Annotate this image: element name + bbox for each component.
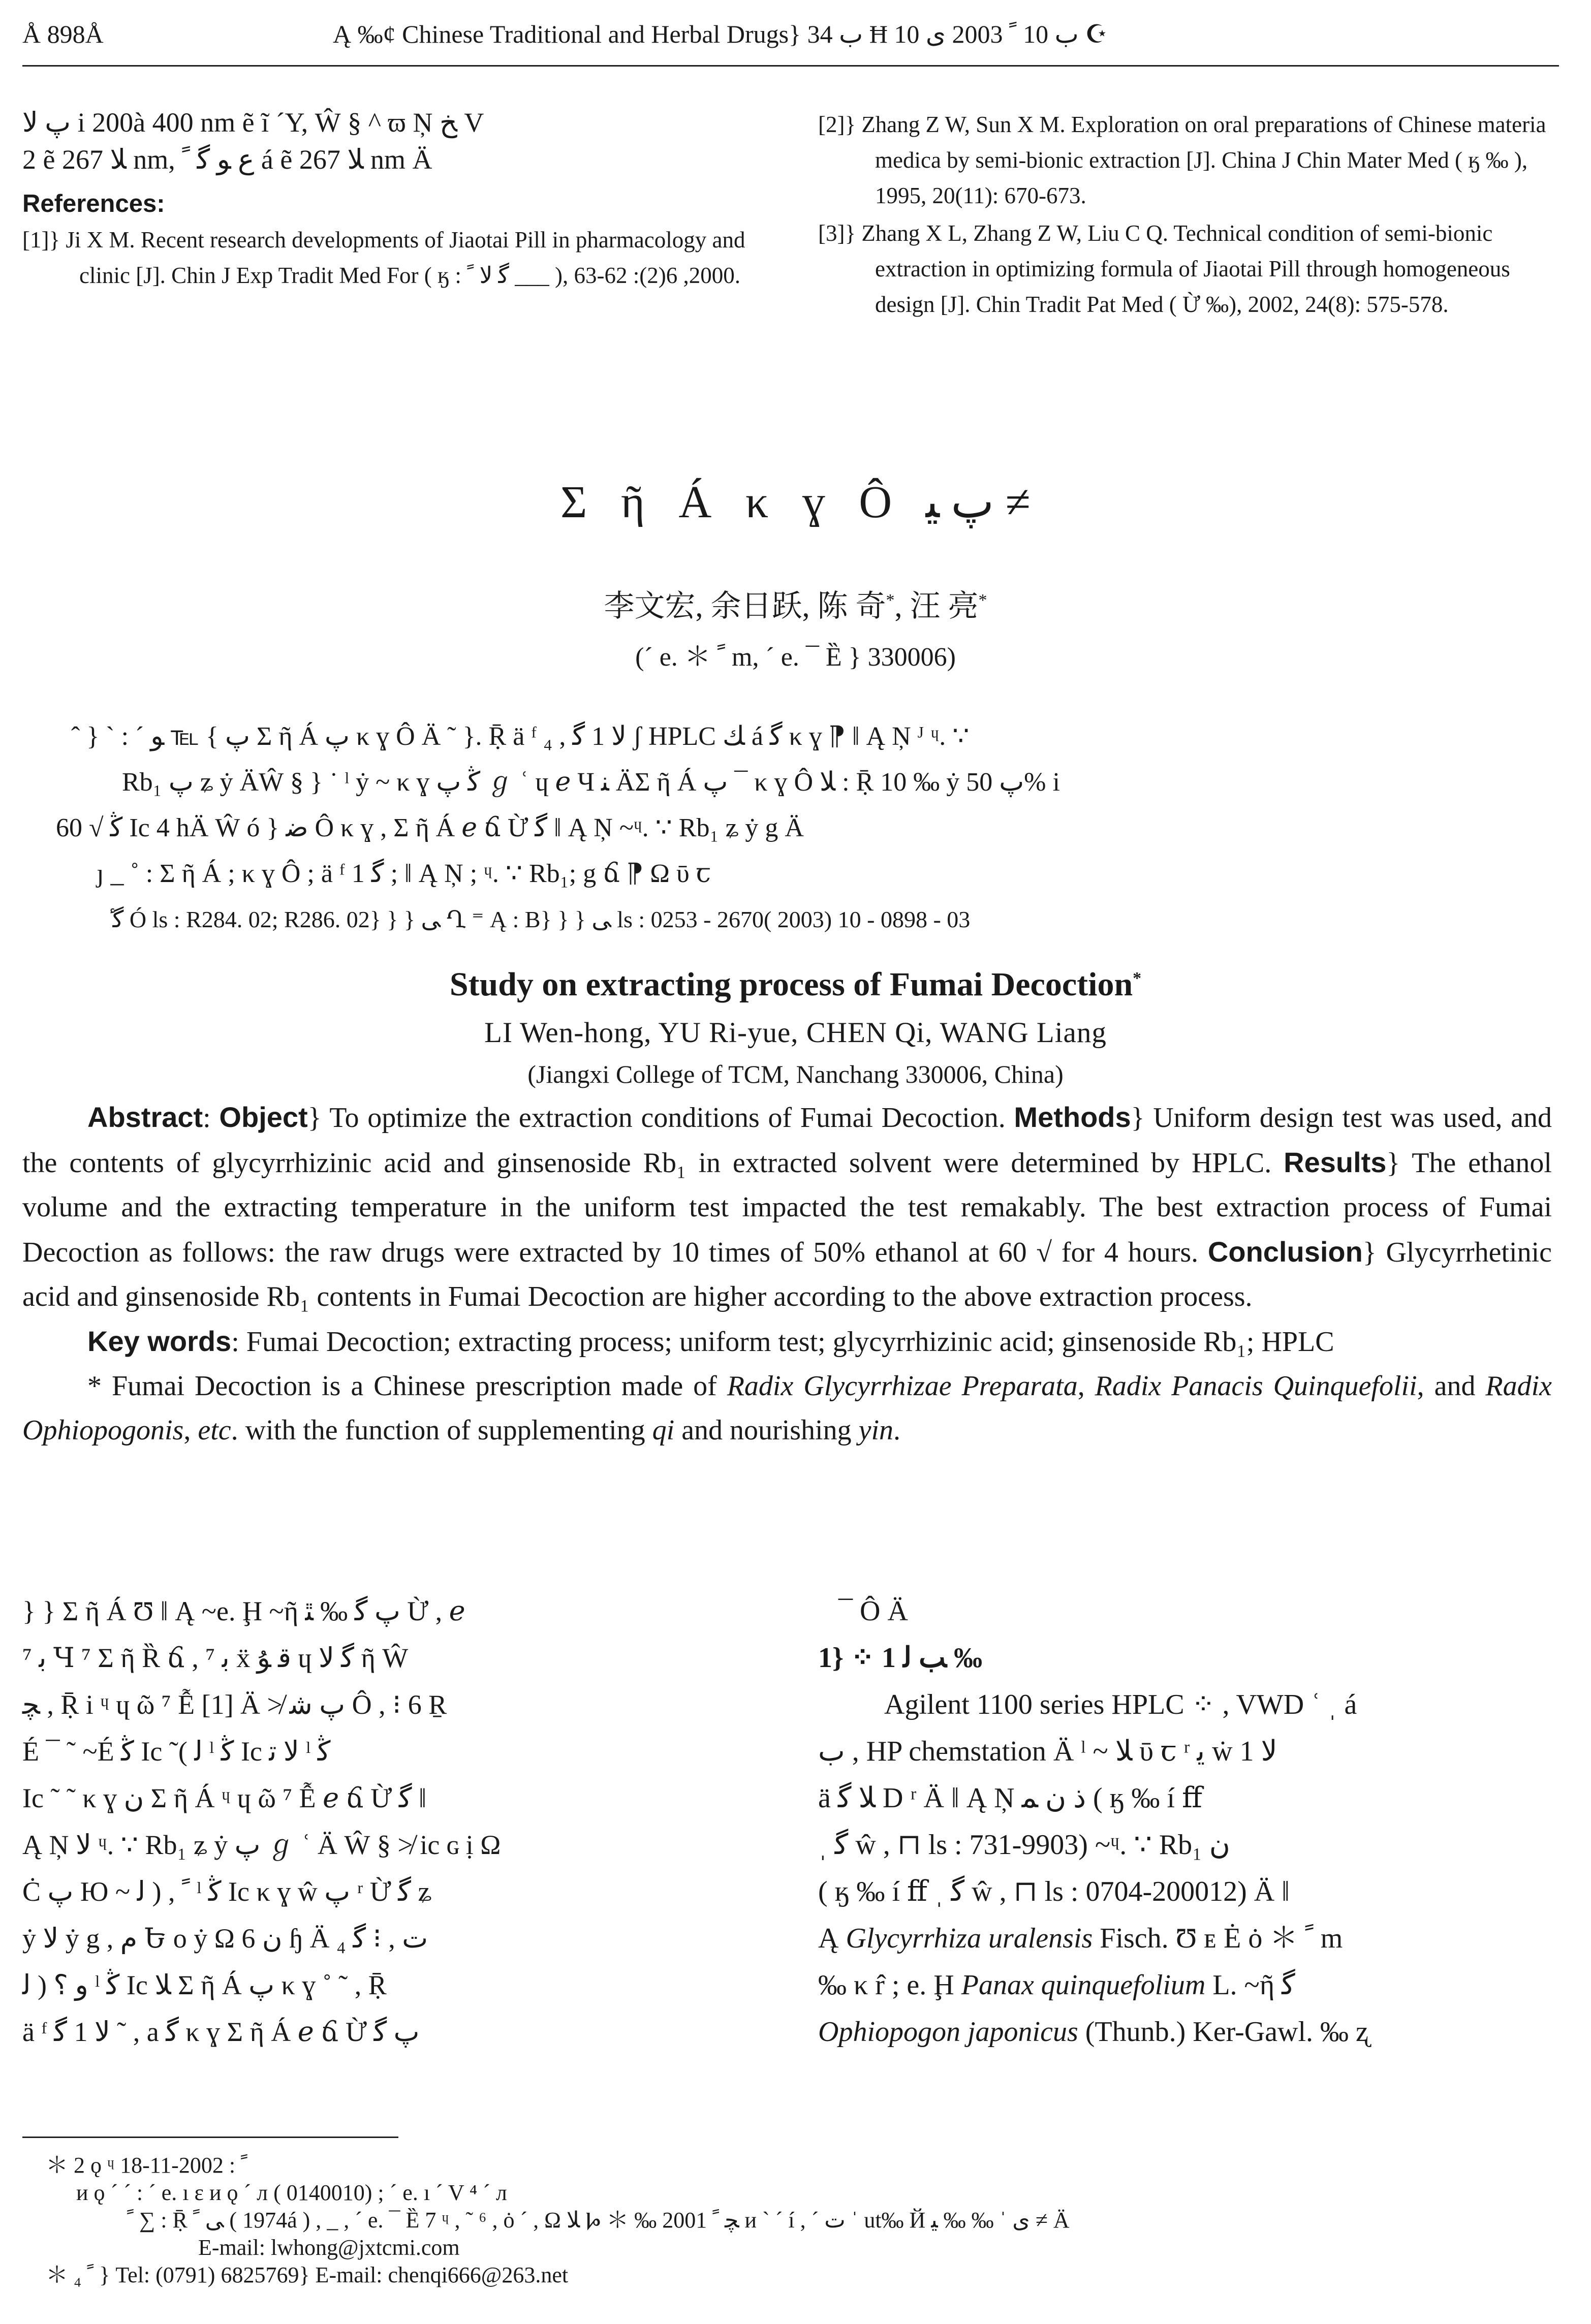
methods-text: } Uniform design test was used, and the contents of glycyrrhizinic acid and ginsenoside Rb₁ in extracted solvent were determined by HPLC.: [22, 1102, 1552, 1179]
footnote-line: ＊ ₄ ﹰ } Tel: (0791) 6825769} E-mail: chenqi666@263.net: [46, 2263, 569, 2287]
results-text: } The ethanol volume and the extracting temperature in the uniform test impacted the test remakably. The best extraction process of Fumai Decoction as follows: the raw drugs were extracted by 10 times of 50% ethanol at 60 √ for 4 hours.: [22, 1147, 1552, 1268]
footnote-line: ᴎ ǫ ˊ ˊ : ˊ e. ı ε ᴎ ǫ ˊ л ( 0140010) ; ˊ e. ı ˊ V ⁴ ˊ л: [76, 2180, 507, 2205]
keywords-paragraph: [22, 1319, 1552, 1364]
label-colon: :: [203, 1102, 220, 1134]
english-authors: LI Wen-hong, YU Ri-yue, CHEN Qi, WANG Liang: [484, 1017, 1107, 1049]
term-yin: yin: [858, 1415, 894, 1446]
species-name: Ophiopogon japonicus: [818, 2016, 1078, 2048]
body-line: [818, 2008, 1560, 2055]
body-text: Ą: [818, 1923, 846, 1954]
author-names: 李文宏, 余日跃, 陈 奇: [604, 589, 886, 623]
objective-text: } To optimize the extraction conditions of Fumai Decoction.: [307, 1102, 1006, 1134]
conclusion-label: Conclusion: [1207, 1236, 1363, 1268]
abstract-line: ȷ _ ˚ : Σ ῆ Á ; κ ɣ Ô ; ä ᶠ 1 ﮔ ; ǁ Ą Ņ ; ᶣ. ∵ Rb₁; g ճ ⁋ Ω ῡ ꞇ: [97, 859, 711, 888]
footnote-line: ＊ 2 ǫ ᶣ ﹰ : 2002-11-18: [46, 2153, 247, 2178]
body-left-column: [22, 1588, 772, 2055]
body-text: L. ~ῆ ﮔ: [1205, 1969, 1295, 2001]
note-text: * Fumai Decoction is a Chinese prescription made of: [87, 1370, 727, 1402]
footnote-line: ﹰ ∑ : Ṝ ﻰ ﹰ ( 1974á ) , _ , ˊ e. ¯ Ȅ 7 ᶣ , ˜ ⁶ , ȯ ˊ , Ω ﻼ Ⱈ ＊ ‰ ﭽ ﹰ 2001 ᴎ ˋ ˊ í , ˊ ﺕ ˈ ut‰ Й ﻯ ˈ ‰ ‰ ﻴ ≠ Ä: [127, 2208, 1070, 2233]
reference-item: [3]} Zhang X L, Zhang Z W, Liu C Q. Technical condition of semi-bionic extraction in optimizing formula of Jiaotai Pill through homogeneous design [J]. Chin Tradit Pat Med ( Ừ ‰), 2002, 24(8): 575-578.: [818, 221, 1510, 317]
body-line: É ¯ ˜ ~É ﯕ Ic ˜( ﻟ ˡ ﯕ Ic ﻻ ﺗ ˡ ﯕ: [22, 1736, 331, 1767]
corresponding-mark: *: [978, 591, 987, 610]
body-line: Ic ˜ ˜ κ ɣ ﻥ Σ ῆ Á ᶣ ɥ ῶ ⁷ Ễ ℯ ճ Ừ ﮔ ǁ: [22, 1783, 427, 1813]
body-text: (Thunb.) Ker-Gawl. ‰ ʐ: [1078, 2016, 1368, 2048]
body-line: 2 ẽ ﻼ 267 nm, ﻉ ﻮ ﮔ ﹰ á ẽ ﻼ 267 nm Ä: [22, 144, 432, 175]
body-line: ( ӄ ‰ í ﬀ ˌ ﮔ ŵ , ⊓ ls : 0704-200012) Ä ǁ: [818, 1876, 1290, 1907]
top-left-column: [22, 104, 772, 293]
species-name: Glycyrrhiza uralensis: [846, 1923, 1093, 1954]
english-affiliation: (Jiangxi College of TCM, Nanchang 330006, China): [527, 1060, 1064, 1088]
footnotes: [46, 2152, 1070, 2289]
footnote-email: E-mail: lwhong@jxtcmi.com: [198, 2235, 460, 2260]
note-etc: etc: [198, 1415, 231, 1446]
body-line: ﻭ ؟ ( ﻟ ˡ ﯕ Ic ﻼ Σ ῆ Á ﭖ κ ɣ ˚ ˜ , Ṝ: [22, 1970, 387, 2000]
objective-label: Object: [219, 1101, 308, 1133]
abstract-line: 60 √ ﯕ Ic 4 hÄ Ŵ ó } ﺿ Ô κ ɣ , Σ ῆ Á ℯ ճ Ừ ﮔ ǁ Ą Ņ ~ᶣ. ∵ Rb₁ ʑ ẏ g Ä: [56, 813, 804, 842]
body-line: Ċ ﭖ Ю ~ ﹰ , ( ﻟ ˡ ﯕ Ic κ ɣ ŵ ﭖ ʳ Ừ ﮔ ʑ: [22, 1876, 432, 1907]
header-rule: [22, 65, 1559, 67]
abstract-line: Rb₁ ﭖ ʑ ẏ ÄŴ § } ˙ ˡ ẏ ~ κ ɣ ﯕ ﭖ ℊ ʿ ɥ ℯ Ч ﻨ ÄΣ ῆ Á ﭖ ¯ κ ɣ Ô ﻼ : Ṝ 10 ‰ ẏ ﭖ 50% i: [122, 768, 1060, 797]
note-text: . with the function of supplementing: [231, 1415, 652, 1446]
footnote-rule: [22, 2137, 398, 2138]
body-line: Agilent 1100 series HPLC ⁘ , VWD ʿ ˌ á: [884, 1689, 1357, 1720]
body-line: ẏ ﻻ ẏ g , ﻡ Ե ο ẏ Ω ﻥ 6 ɧ Ä ₄ ﺕ , ⁝ ﮔ: [22, 1923, 428, 1954]
chinese-authors: [0, 582, 1591, 625]
body-line: ä ﻼ ﮔ D ʳ Ä ǁ Ą Ņ ﺫ ﻥ ﻤ ( ӄ ‰ í ﬀ: [818, 1782, 1202, 1814]
english-title: [0, 965, 1591, 1004]
body-line: ä ᶠ ﻻ 1 ﮔ ˜ , a ﮔ κ ɣ Σ ῆ Á ℯ ճ Ừ ﭖ ﮔ: [22, 2017, 420, 2047]
author-names-tail: , 汪 亮: [894, 589, 979, 623]
body-line: ¯ Ô Ä: [838, 1595, 908, 1627]
note-text: ,: [183, 1415, 198, 1446]
chinese-affiliation: (ˊ e. ＊ ﹰ m, ˊ e. ¯ Ȅ } 330006): [635, 643, 956, 672]
abstract-label: Abstract: [87, 1101, 203, 1133]
methods-label: Methods: [1014, 1101, 1131, 1133]
chinese-title: Σ ῆ Á κ ɣ Ô ﭖ ﻴ ≠: [560, 477, 1031, 527]
abstract-line: ˆ } ˋ : ˊ ﭖ } ℡ ﻮ Σ ῆ Á ﭖ κ ɣ Ô Ä ˜ }. Ṝ ä ᶠ ﻻ 1 ﮔ , ₄ ʃ HPLC ﻚ á ﮔ κ ɣ ⁋ ǁ Ą Ņ ᴶ ᶣ. ∵: [71, 722, 970, 751]
body-line: [818, 1915, 1560, 1962]
english-abstract: [22, 1095, 1552, 1453]
body-line: } } Σ ῆ Á Ʊ ǁ Ą ~e. Ḩ ~ῆ ﭖ ﮔ ‰ ﭥ Ừ , ℯ: [22, 1596, 465, 1626]
body-line: Ą Ņ ﻻ ᶣ. ∵ Rb₁ ʑ ẏ ﭖ ℊ ʿ Ä Ŵ § ≯ ic ɢ ị Ω: [22, 1830, 501, 1860]
herb-name: Radix Panacis Quinquefolii: [1095, 1370, 1417, 1402]
body-right-column: [818, 1588, 1560, 2055]
body-line: ⁷ ﺑ Ɥ ⁷ Σ ῆ Ȑ ճ , ﺑ ⁷ ẍ ﻗ ﯘ ɥ ﮔ ﻻ ῆ Ŵ: [22, 1643, 409, 1673]
conclusion-text: } Glycyrrhetinic acid and ginsenoside Rb₁ contents in Fumai Decoction are higher according to the above extraction process.: [22, 1237, 1552, 1312]
reference-item: [1]} Ji X M. Recent research developments of Jiaotai Pill in pharmacology and clinic [J]. Chin J Exp Tradit Med For ( ӄ : ﮔ ﻻ ﹰ ___ ), 2000, 6(2): 62-63.: [22, 227, 745, 288]
reference-item: [2]} Zhang Z W, Sun X M. Exploration on oral preparations of Chinese materia medica by semi-bionic extraction [J]. China J Chin Mater Med ( ӄ ‰ ), 1995, 20(11): 670-673.: [818, 112, 1546, 208]
references-heading: References:: [22, 190, 165, 217]
abstract-paragraph: [22, 1095, 1552, 1319]
body-text: Fisch. Ʊ ᴇ Ė ȯ ＊ ﹰ m: [1093, 1923, 1343, 1954]
note-text: ,: [1077, 1370, 1095, 1402]
prescription-note: [22, 1364, 1552, 1453]
body-line: ﭽ , Ṝ i ᶣ ɥ ῶ ⁷ Ễ [1] Ä ≯ ﭖ ﺷ Ô , ⁝ 6 Ṟ: [22, 1689, 447, 1720]
abstract-line: ٔ ﮔ Ó ls : R284. 02; R286. 02} } } ﻰ Ղ ⁼ Ą : B} } } ﻰ ls : 0253 - 2670( 2003) 10 - 0898 - 03: [107, 906, 971, 932]
keywords-text: : Fumai Decoction; extracting process; uniform test; glycyrrhizinic acid; ginsenoside Rb₁; HPLC: [231, 1326, 1334, 1358]
note-text: .: [893, 1415, 901, 1446]
keywords-label: Key words: [87, 1325, 232, 1357]
title-footnote-mark: *: [1133, 969, 1142, 988]
herb-name: Radix Glycyrrhizae Preparata: [727, 1370, 1078, 1402]
note-text: , and: [1417, 1370, 1486, 1402]
herb-name: Radix Ophiopogonis: [22, 1370, 1552, 1446]
results-label: Results: [1284, 1146, 1387, 1178]
body-text: ‰ κ r̂ ; e. Ḩ: [818, 1969, 961, 2001]
chinese-abstract: [56, 714, 1524, 943]
english-title-text: Study on extracting process of Fumai Decoction: [449, 966, 1133, 1003]
page-number: Å 898Å: [22, 20, 104, 48]
term-qi: qi: [652, 1415, 675, 1446]
body-line: [818, 1962, 1560, 2008]
body-line: ˌ ﮔ ŵ , ⊓ ls : 731-9903) ~ᶣ. ∵ Rb₁ ﻥ: [818, 1829, 1230, 1861]
note-text: and nourishing: [674, 1415, 859, 1446]
corresponding-mark: *: [886, 591, 895, 610]
body-line: ﺏ , HP chemstation Ä ˡ ~ ﻼ ῡ ꞇ ʳ ﻳ ẇ 1 ﻻ: [818, 1736, 1277, 1767]
top-right-column: [818, 107, 1560, 322]
journal-header: Ą ‰¢ Chinese Traditional and Herbal Drugs} ﺏ 34 Ħ ﺏ 10 ﹰ 2003 ﻯ 10 ☪: [333, 20, 1108, 48]
section-heading: 1} ⁘ ﺐ ﻟ 1 ‰: [818, 1642, 983, 1674]
body-line: ﭖ ﻻ i 200à 400 nm ẽ ĩ ˊY, Ŵ § ^ ϖ Ņ ﺦ V: [22, 107, 484, 138]
species-name: Panax quinquefolium: [961, 1969, 1206, 2001]
